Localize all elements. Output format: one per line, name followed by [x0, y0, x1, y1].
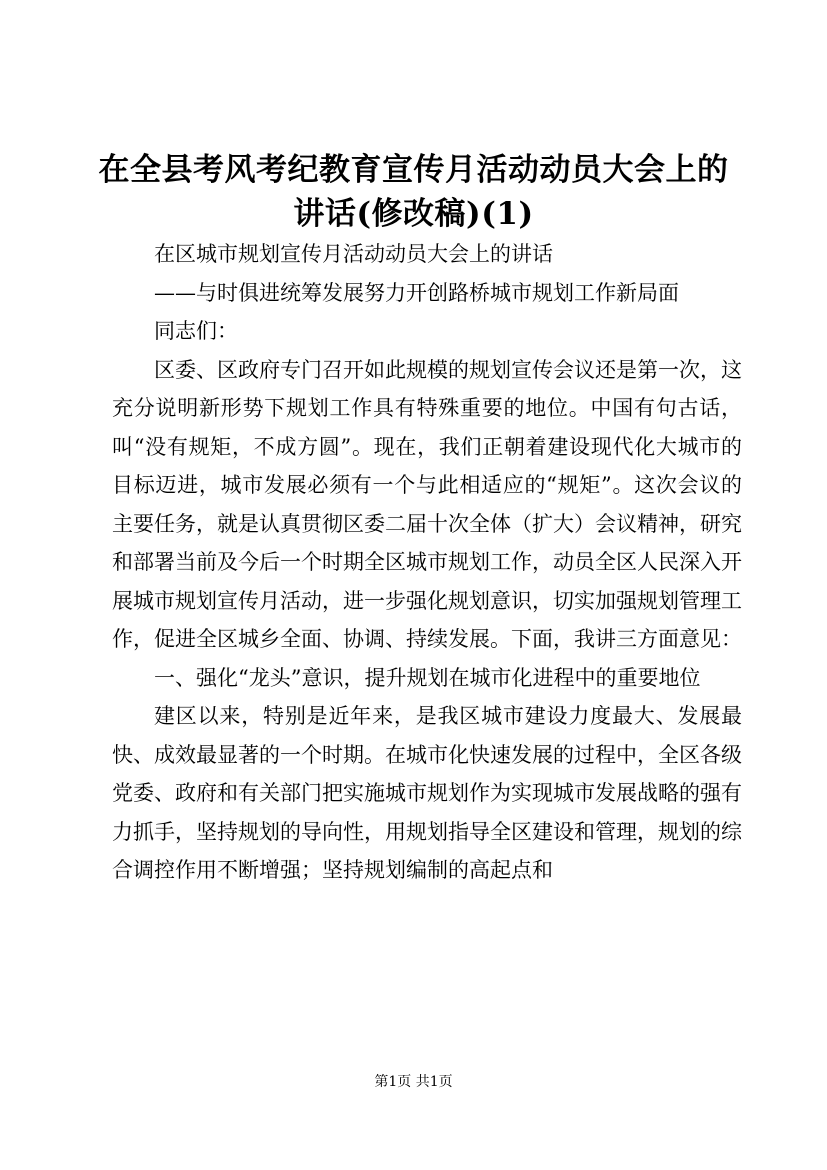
page-footer: 第1页 共1页 [374, 1074, 453, 1090]
document-title-line-2: 讲话(修改稿)(1) [293, 196, 534, 232]
section-heading-paragraph: 一、强化“龙头”意识，提升规划在城市化进程中的重要地位 [154, 665, 701, 690]
speech-title-paragraph: 在区城市规划宣传月活动动员大会上的讲话 [154, 242, 553, 266]
document-body [112, 235, 742, 890]
document-title-line-1: 在全县考风考纪教育宣传月活动动员大会上的 [98, 152, 729, 188]
body-paragraph: 建区以来，特别是近年来，是我区城市建设力度最大、发展最快、成效最显著的一个时期。在城市化快速发展的过程中，全区各级党委、政府和有关部门把实施城市规划作为实现城市发展战略的强有力抓手，坚持规划的导向性，用规划指导全区建设和管理，规划的综合调控作用不断增强；坚持规划编制的高起点和 [112, 704, 742, 882]
speech-subtitle-paragraph: ——与时俱进统筹发展努力开创路桥城市规划工作新局面 [154, 280, 679, 305]
salutation-paragraph: 同志们： [154, 319, 238, 343]
body-paragraph: 区委、区政府专门召开如此规模的规划宣传会议还是第一次，这充分说明新形势下规划工作具有特殊重要的地位。中国有句古话，叫“没有规矩，不成方圆”。现在，我们正朝着建设现代化大城市的目标迈进，城市发展必须有一个与此相适应的“规矩”。这次会议的主要任务，就是认真贯彻区委二届十次全体（扩大）会议精神，研究和部署当前及今后一个时期全区城市规划工作，动员全区人民深入开展城市规划宣传月活动，进一步强化规划意识，切实加强规划管理工作，促进全区城乡全面、协调、持续发展。下面，我讲三方面意见： [112, 357, 742, 651]
